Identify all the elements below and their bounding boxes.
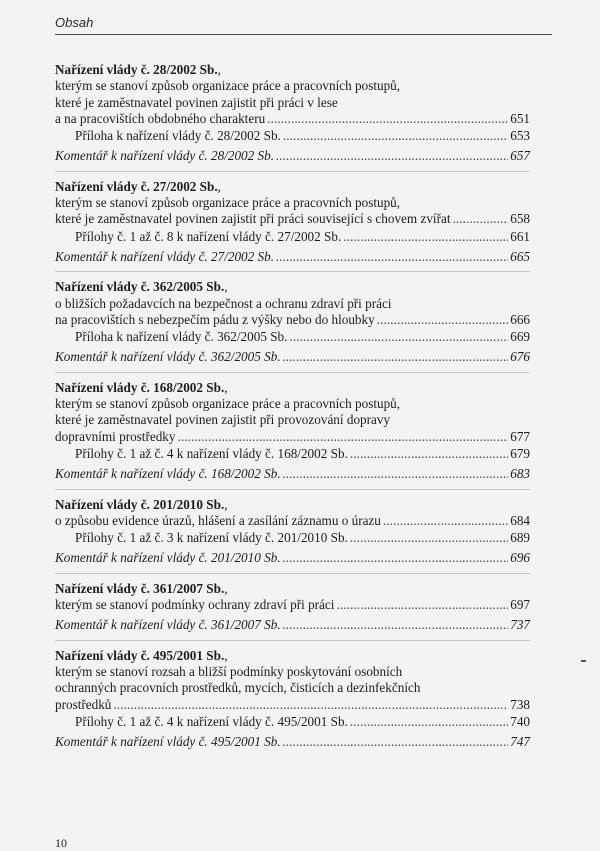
section-title[interactable]: [55, 497, 530, 513]
commentary-entry[interactable]: [55, 617, 530, 633]
section-entry[interactable]: [55, 429, 530, 445]
section-title-text: Nařízení vlády č. 362/2005 Sb.: [55, 279, 225, 295]
dot-leader: [283, 550, 509, 566]
annex-entry-page-number: 669: [510, 329, 530, 345]
section-title-comma: ,: [217, 62, 221, 77]
dot-leader: [113, 697, 508, 713]
section-description-line: kterým se stanoví způsob organizace práce a pracovních postupů,: [55, 396, 401, 412]
commentary-entry[interactable]: [55, 249, 530, 265]
section-description-line: kterým se stanoví způsob organizace práce a pracovních postupů,: [55, 78, 401, 94]
section-description-line: které je zaměstnavatel povinen zajistit při provozování dopravy: [55, 412, 391, 428]
annex-entry-text: Přílohy č. 1 až č. 4 k nařízení vlády č. 495/2001 Sb.: [75, 713, 348, 729]
annex-entry[interactable]: [55, 446, 530, 462]
dot-leader: [350, 530, 508, 546]
section-description-line: ochranných pracovních prostředků, mycích, čisticích a dezinfekčních: [55, 680, 421, 696]
dot-leader: [350, 714, 508, 730]
commentary-entry-text: Komentář k nařízení vlády č. 27/2002 Sb.: [55, 248, 275, 264]
commentary-entry-text: Komentář k nařízení vlády č. 495/2001 Sb.: [55, 734, 281, 750]
dot-leader: [289, 329, 508, 345]
commentary-entry-page-number: 737: [510, 617, 530, 633]
dot-leader: [283, 734, 509, 750]
dot-leader: [452, 211, 508, 227]
annex-entry-page-number: 740: [510, 713, 530, 729]
dot-leader: [276, 148, 508, 164]
section-description-line: o bližších požadavcích na bezpečnost a ochranu zdraví při práci: [55, 295, 392, 311]
section-title-comma: ,: [217, 178, 221, 194]
section-title[interactable]: [55, 648, 530, 664]
annex-entry-page-number: 689: [510, 530, 530, 546]
toc-section: [55, 497, 530, 574]
section-entry-page-number: 651: [510, 110, 530, 126]
table-of-contents: [55, 62, 530, 763]
section-title[interactable]: [55, 62, 530, 78]
section-description-line: kterým se stanoví rozsah a bližší podmínky poskytování osobních: [55, 663, 403, 679]
section-entry[interactable]: [55, 312, 530, 328]
commentary-entry[interactable]: [55, 349, 530, 365]
annex-entry-text: Přílohy č. 1 až č. 4 k nařízení vlády č. 168/2002 Sb.: [75, 445, 348, 461]
commentary-entry[interactable]: [55, 734, 530, 750]
commentary-entry[interactable]: [55, 550, 530, 566]
section-entry[interactable]: [55, 513, 530, 529]
section-title-text: Nařízení vlády č. 28/2002 Sb.: [55, 62, 218, 77]
dot-leader: [283, 466, 509, 482]
section-title-text: Nařízení vlády č. 361/2007 Sb.: [55, 580, 225, 596]
section-title-comma: ,: [224, 647, 228, 663]
section-title-comma: ,: [224, 580, 228, 596]
section-entry-page-number: 677: [510, 428, 530, 444]
commentary-entry-page-number: 747: [510, 734, 530, 750]
commentary-entry-text: Komentář k nařízení vlády č. 168/2002 Sb.: [55, 466, 281, 482]
section-title[interactable]: [55, 279, 530, 295]
section-entry-text: které je zaměstnavatel povinen zajistit při práci související s chovem zvířat: [55, 211, 451, 227]
section-title[interactable]: [55, 179, 530, 195]
dot-leader: [178, 429, 509, 445]
section-entry[interactable]: [55, 111, 530, 127]
section-title[interactable]: [55, 581, 530, 597]
section-entry[interactable]: [55, 697, 530, 713]
dot-leader: [383, 513, 508, 529]
commentary-entry-page-number: 665: [510, 248, 530, 264]
dot-leader: [283, 349, 509, 365]
dot-leader: [283, 617, 509, 633]
section-entry-page-number: 658: [510, 211, 530, 227]
page-number: 10: [55, 836, 67, 850]
commentary-entry-text: Komentář k nařízení vlády č. 362/2005 Sb.: [55, 349, 281, 365]
section-entry-page-number: 738: [510, 696, 530, 712]
section-title-text: Nařízení vlády č. 168/2002 Sb.: [55, 379, 225, 395]
commentary-entry[interactable]: [55, 148, 530, 164]
commentary-entry-page-number: 657: [510, 148, 530, 164]
commentary-entry[interactable]: [55, 466, 530, 482]
commentary-entry-text: Komentář k nařízení vlády č. 28/2002 Sb.: [55, 148, 275, 164]
annex-entry-page-number: 679: [510, 445, 530, 461]
commentary-entry-page-number: 676: [510, 349, 530, 365]
dot-leader: [343, 229, 508, 245]
toc-section: [55, 62, 530, 172]
section-title-text: Nařízení vlády č. 201/2010 Sb.: [55, 496, 225, 512]
annex-entry-page-number: 653: [510, 128, 530, 144]
toc-section: [55, 179, 530, 272]
section-entry-text: dopravními prostředky: [55, 428, 176, 444]
section-entry-page-number: 697: [510, 597, 530, 613]
commentary-entry-page-number: 696: [510, 550, 530, 566]
annex-entry[interactable]: [55, 530, 530, 546]
toc-section: [55, 648, 530, 757]
annex-entry[interactable]: [55, 329, 530, 345]
section-entry[interactable]: [55, 211, 530, 227]
section-title-text: Nařízení vlády č. 27/2002 Sb.: [55, 178, 218, 194]
toc-section: [55, 581, 530, 641]
dot-leader: [267, 111, 508, 127]
dot-leader: [276, 249, 508, 265]
annex-entry-text: Přílohy č. 1 až č. 8 k nařízení vlády č. 27/2002 Sb.: [75, 228, 342, 244]
section-description-line: kterým se stanoví způsob organizace práce a pracovních postupů,: [55, 195, 401, 211]
header-rule: [55, 34, 552, 35]
section-description-line: které je zaměstnavatel povinen zajistit při práci v lese: [55, 94, 338, 110]
annex-entry[interactable]: [55, 714, 530, 730]
annex-entry[interactable]: [55, 229, 530, 245]
margin-mark: [581, 660, 586, 662]
section-entry-text: prostředků: [55, 696, 112, 712]
section-title[interactable]: [55, 380, 530, 396]
section-entry-page-number: 684: [510, 512, 530, 528]
section-entry-text: a na pracovištích obdobného charakteru: [55, 110, 266, 126]
section-entry-text: o způsobu evidence úrazů, hlášení a zasílání záznamu o úrazu: [55, 512, 381, 528]
commentary-entry-text: Komentář k nařízení vlády č. 201/2010 Sb.: [55, 550, 281, 566]
section-title-comma: ,: [224, 379, 228, 395]
dot-leader: [336, 597, 508, 613]
section-entry-text: na pracovištích s nebezpečím pádu z výšky nebo do hloubky: [55, 311, 375, 327]
commentary-entry-text: Komentář k nařízení vlády č. 361/2007 Sb.: [55, 617, 281, 633]
annex-entry-text: Přílohy č. 1 až č. 3 k nařízení vlády č. 201/2010 Sb.: [75, 530, 348, 546]
section-title-comma: ,: [224, 279, 228, 295]
section-title-text: Nařízení vlády č. 495/2001 Sb.: [55, 647, 225, 663]
commentary-entry-page-number: 683: [510, 466, 530, 482]
section-entry[interactable]: [55, 597, 530, 613]
dot-leader: [283, 128, 508, 144]
annex-entry-text: Příloha k nařízení vlády č. 28/2002 Sb.: [75, 128, 281, 144]
section-entry-text: kterým se stanoví podmínky ochrany zdraví při práci: [55, 597, 335, 613]
section-title-comma: ,: [224, 496, 228, 512]
running-head: Obsah: [55, 15, 94, 30]
section-entry-page-number: 666: [510, 311, 530, 327]
annex-entry-page-number: 661: [510, 228, 530, 244]
toc-section: [55, 380, 530, 490]
dot-leader: [350, 446, 508, 462]
dot-leader: [377, 312, 509, 328]
annex-entry[interactable]: [55, 128, 530, 144]
annex-entry-text: Příloha k nařízení vlády č. 362/2005 Sb.: [75, 329, 288, 345]
toc-section: [55, 279, 530, 372]
